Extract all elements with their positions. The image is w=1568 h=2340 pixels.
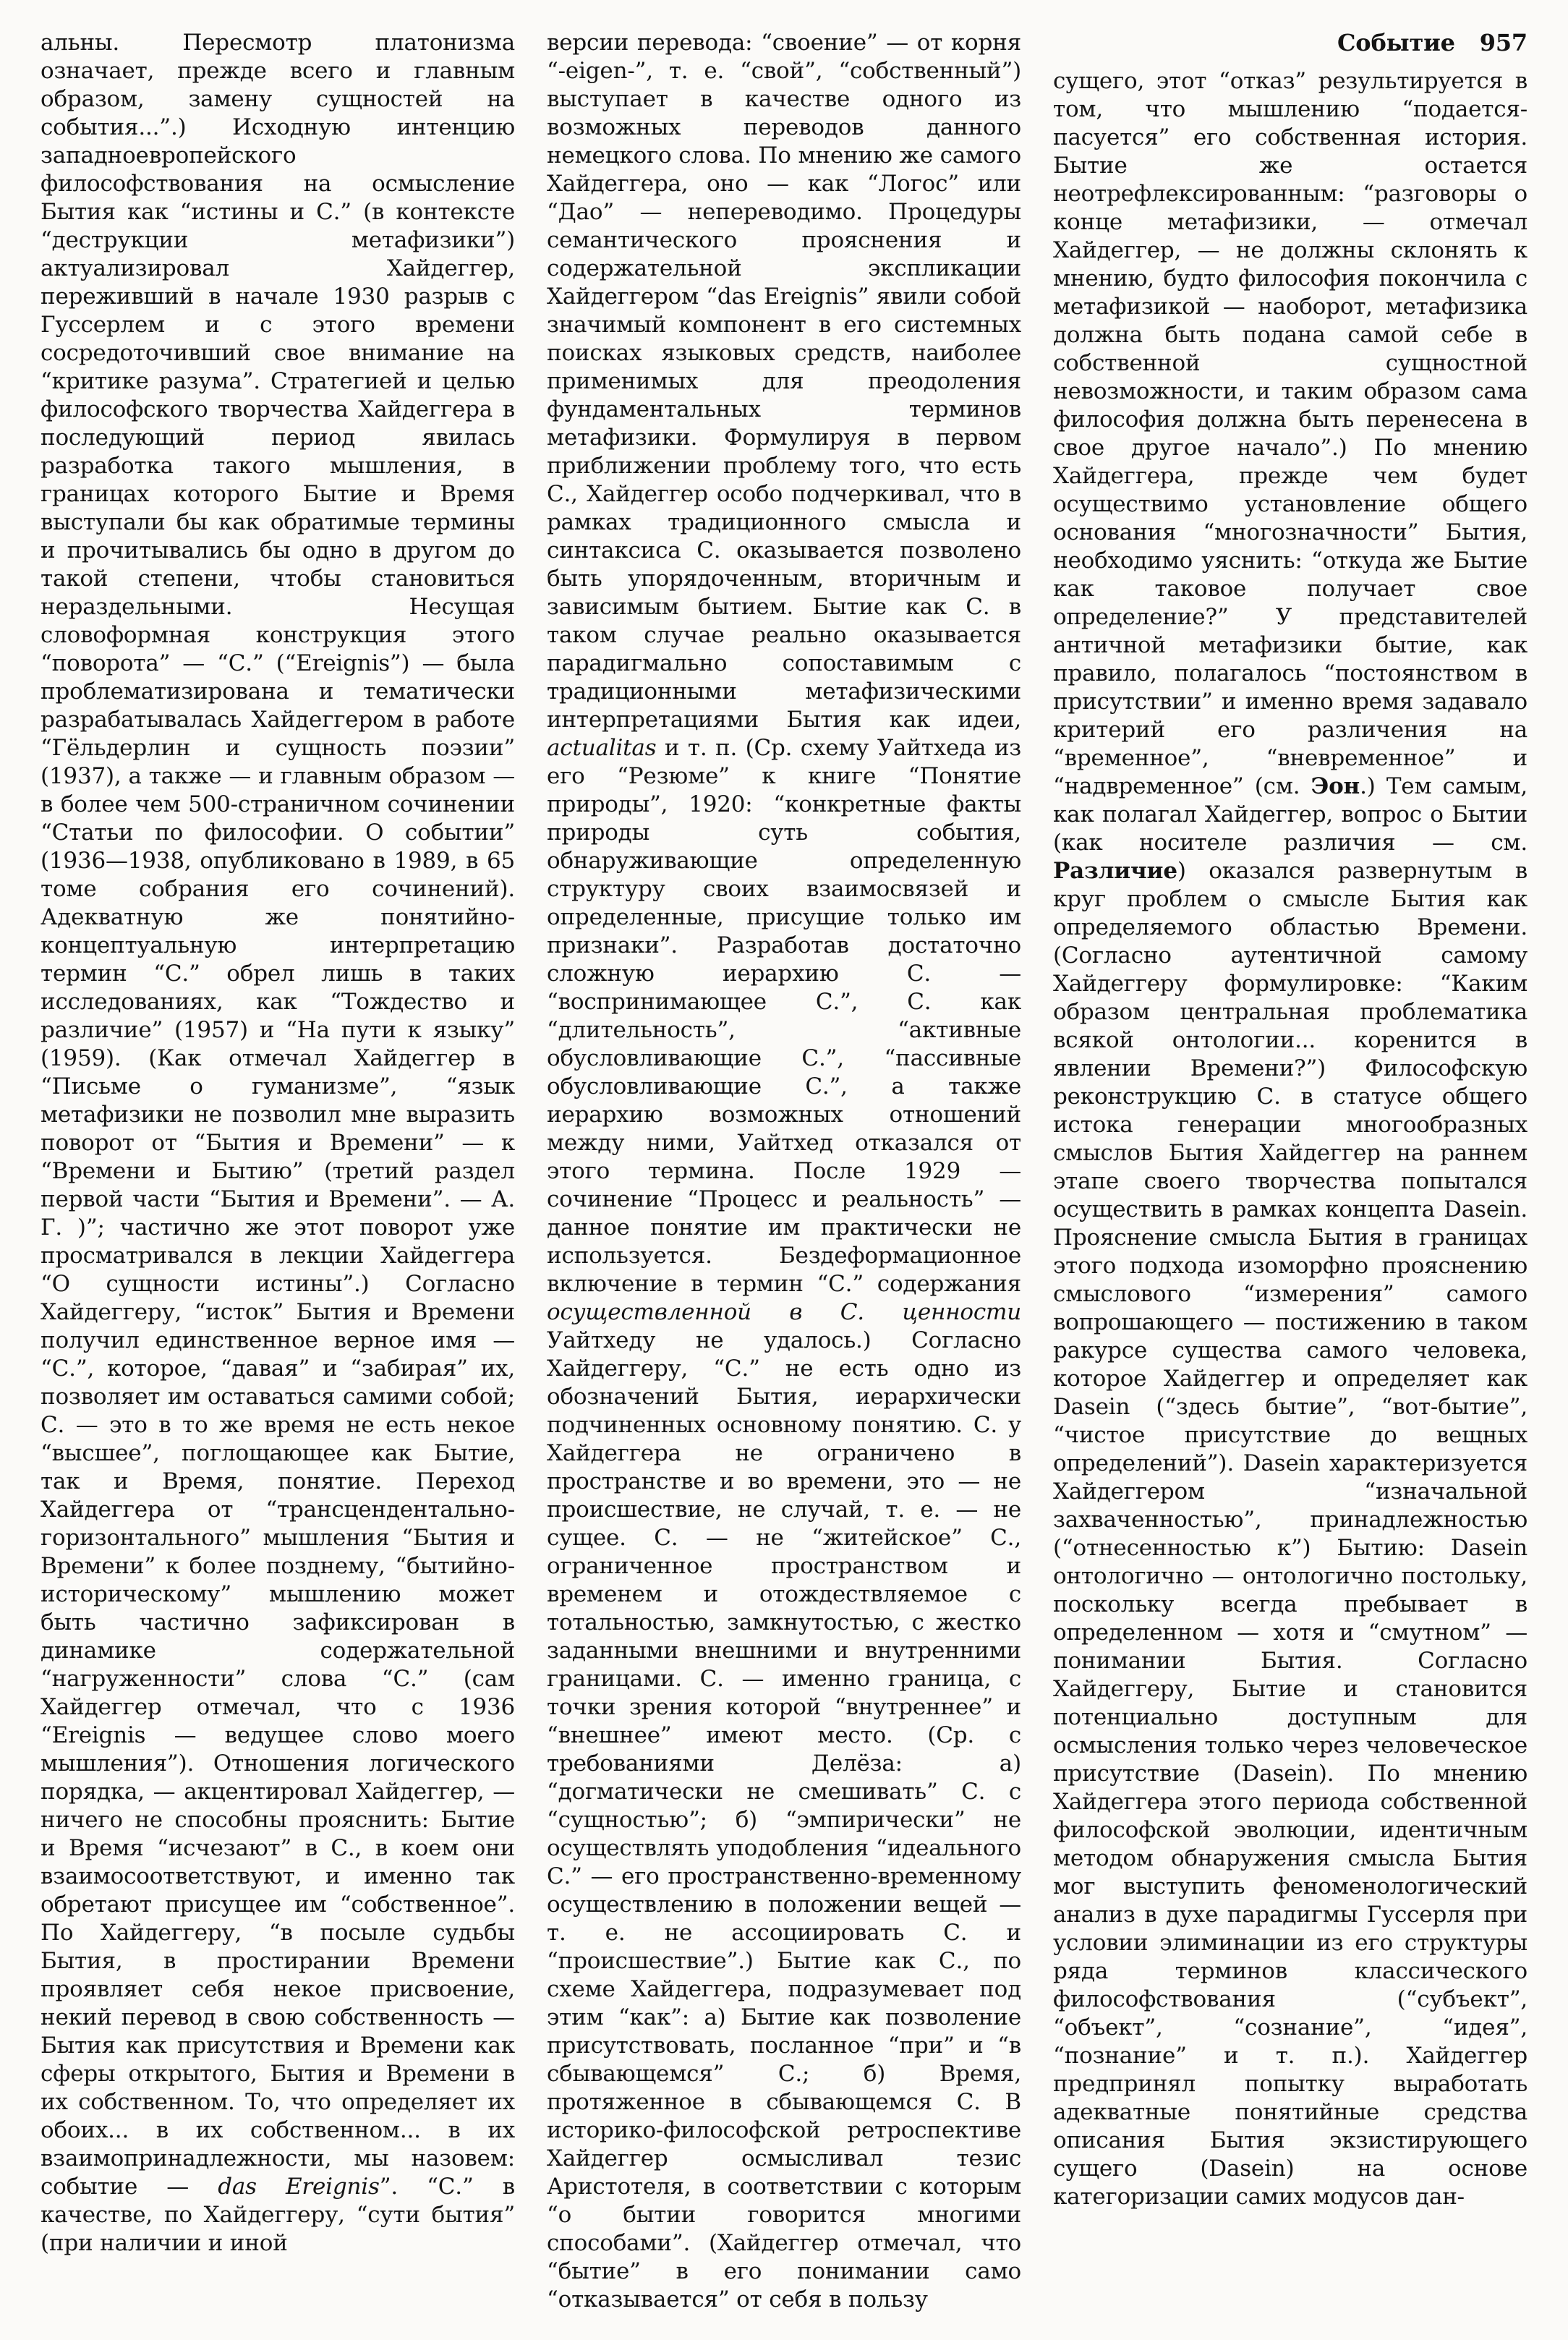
text-run: ) оказался развернутым в круг проблем о смысле Бытия как определяемого областью Времени. (Согласно аутентичной самому Хайдеггеру формулировке: “Каким образом центральная проблематика всякой онтологии... коренится в явлении Времени?”) Философскую реконструкцию С. в статусе общего истока генерации многообразных смыслов Бытия Хайдеггер на раннем этапе своего творчества попытался осуществить в рамках концепта Dasein. Прояснение смысла Бытия в границах этого подхода изоморфно прояснению смыслового “измерения” самого вопрошающего — постижению в таком ракурсе существа самого человека, которое Хайдеггер и определяет как Dasein (“здесь бытие”, “вот-бытие”, “чистое присутствие до вещных определений”). Dasein характеризуется Хайдеггером “изначальной захваченностью”, принадлежностью (“отнесенностью к”) Бытию: Dasein онтологично — онтологично постольку, поскольку всегда пребывает в определенном — хотя и “смутном” — понимании Бытия. Согласно Хайдеггеру, Бытие и становится потенциально доступным для осмысления только через человеческое присутствие (Dasein). По мнению Хайдеггера этого периода собственной философской эволюции, идентичным методом обнаружения смысла Бытия мог выступить феноменологический анализ в духе парадигмы Гуссерля при условии элиминации из его структуры ряда терминов классического философствования (“субъект”, “объект”, “сознание”, “идея”, “познание” и т. п.). Хайдеггер предпринял попытку выработать адекватные понятийные средства описания Бытия экзистирующего сущего (Dasein) на основе категоризации самих модусов дан- xyxy=(1053,858,1527,2210)
text-column-1 xyxy=(41,29,515,2314)
text-run: ”. “С.” в качестве, по Хайдеггеру, “сути бытия” (при наличии и иной xyxy=(41,2174,515,2256)
text-column-3-body xyxy=(1053,67,1527,2211)
text-run: Эон xyxy=(1311,773,1360,799)
text-run: das Ereignis xyxy=(218,2174,380,2200)
running-header xyxy=(1053,29,1527,57)
text-run: осуществленной в С. ценности xyxy=(547,1299,1021,1325)
text-run: actualitas xyxy=(547,735,657,761)
text-run: сущего, этот “отказ” результируется в том, что мышлению “подается-пасуется” его собственная история. Бытие же остается неотрефлексированным: “разговоры о конце метафизики, — отмечал Хайдеггер, — не должны склонять к мнению, будто философия покончила с метафизикой — наоборот, метафизика должна быть подана самой себе в собственной сущностной невозможности, и таким образом сама философия должна быть перенесена в свое другое начало”.) По мнению Хайдеггера, прежде чем будет осуществимо установление общего основания “многозначности” Бытия, необходимо уяснить: “откуда же Бытие как таковое получает свое определение?” У представителей античной метафизики бытие, как правило, полагалось “постоянством в присутствии” и именно время задавало критерий его различения на “временное”, “вневременное” и “надвременное” (см. xyxy=(1053,68,1527,799)
text-column-3 xyxy=(1053,29,1527,2314)
text-run: альны. Пересмотр платонизма означает, прежде всего и главным образом, замену сущностей на события...”.) Исходную интенцию западноевропейского философствования на осмысление Бытия как “истины и С.” (в контексте “деструкции метафизики”) актуализировал Хайдеггер, переживший в начале 1930 разрыв с Гуссерлем и с этого времени сосредоточивший свое внимание на “критике разума”. Стратегией и целью философского творчества Хайдеггера в последующий период явилась разработка такого мышления, в границах которого Бытие и Время выступали бы как обратимые термины и прочитывались бы одно в другом до такой степени, чтобы становиться нераздельными. Несущая словоформная конструкция этого “поворота” — “С.” (“Ereignis”) — была проблематизирована и тематически разрабатывалась Хайдеггером в работе “Гёльдерлин и сущность поэзии” (1937), а также — и главным образом — в более чем 500-страничном сочинении “Статьи по философии. О событии” (1936—1938, опубликовано в 1989, в 65 томе собрания его сочинений). Адекватную же понятийно-концептуальную интерпретацию термин “С.” обрел лишь в таких исследованиях, как “Тождество и различие” (1957) и “На пути к языку” (1959). (Как отмечал Хайдеггер в “Письме о гуманизме”, “язык метафизики не позволил мне выразить поворот от “Бытия и Времени” — к “Времени и Бытию” (третий раздел первой части “Бытия и Времени”. — А. Г. )”; частично же этот поворот уже просматривался в лекции Хайдеггера “О сущности истины”.) Согласно Хайдеггеру, “исток” Бытия и Времени получил единственное верное имя — “С.”, которое, “давая” и “забирая” их, позволяет им оставаться самими собой; С. — это в то же время не есть некое “высшее”, поглощающее как Бытие, так и Время, понятие. Переход Хайдеггера от “трансцендентально-горизонтального” мышления “Бытия и Времени” к более позднему, “бытийно-историческому” мышлению может быть частично зафиксирован в динамике содержательной “нагруженности” слова “С.” (сам Хайдеггер отмечал, что с 1936 “Ereignis — ведущее слово моего мышления”). Отношения логического порядка, — акцентировал Хайдеггер, — ничего не способны прояснить: Бытие и Время “исчезают” в С., в коем они взаимосоответствуют, и именно так обретают присущее им “собственное”. По Хайдеггеру, “в посыле судьбы Бытия, в простирании Времени проявляет себя некое присвоение, некий перевод в свою собственность — Бытия как присутствия и Времени как сферы открытого, Бытия и Времени в их собственном. То, что определяет их обоих... в их собственном... в их взаимопринадлежности, мы назовем: событие — xyxy=(41,30,515,2200)
text-run: .) Тем самым, как полагал Хайдеггер, вопрос о Бытии (как носителе различия — см. xyxy=(1053,773,1527,856)
text-column-2 xyxy=(547,29,1021,2314)
text-run: версии перевода: “своение” — от корня “-eigen-”, т. е. “свой”, “собственный”) выступает в качестве одного из возможных переводов данного немецкого слова. По мнению же самого Хайдеггера, оно — как “Логос” или “Дао” — непереводимо. Процедуры семантического прояснения и содержательной экспликации Хайдеггером “das Ereignis” явили собой значимый компонент в его системных поисках языковых средств, наиболее применимых для преодоления фундаментальных терминов метафизики. Формулируя в первом приближении проблему того, что есть С., Хайдеггер особо подчеркивал, что в рамках традиционного смысла и синтаксиса С. оказывается позволено быть упорядоченным, вторичным и зависимым бытием. Бытие как С. в таком случае реально оказывается парадигмально сопоставимым с традиционными метафизическими интерпретациями Бытия как идеи, xyxy=(547,30,1021,733)
running-header-title: Событие xyxy=(1337,29,1455,56)
text-run: Различие xyxy=(1053,858,1177,884)
page-number: 957 xyxy=(1479,29,1527,56)
text-run: и т. п. (Ср. схему Уайтхеда из его “Резюме” к книге “Понятие природы”, 1920: “конкретные факты природы суть события, обнаруживающие определенную структуру своих взаимосвязей и определенные, присущие только им признаки”. Разработав достаточно сложную иерархию С. — “воспринимающее С.”, С. как “длительность”, “активные обусловливающие С.”, “пассивные обусловливающие С.”, а также иерархию возможных отношений между ними, Уайтхед отказался от этого термина. После 1929 — сочинение “Процесс и реальность” — данное понятие им практически не используется. Бездеформационное включение в термин “С.” содержания xyxy=(547,735,1021,1297)
text-run: Уайтхеду не удалось.) Согласно Хайдеггеру, “С.” не есть одно из обозначений Бытия, иерархически подчиненных основному понятию. С. у Хайдеггера не ограничено в пространстве и во времени, это — не происшествие, не случай, т. е. — не сущее. С. — не “житейское” С., ограниченное пространством и временем и отождествляемое с тотальностью, замкнутостью, с жестко заданными внешними и внутренними границами. С. — именно граница, с точки зрения которой “внутреннее” и “внешнее” имеют место. (Ср. с требованиями Делёза: а) “догматически не смешивать” С. с “сущностью”; б) “эмпирически” не осуществлять уподобления “идеального С.” — его пространственно-временному осуществлению в положении вещей — т. е. не ассоциировать С. и “происшествие”.) Бытие как С., по схеме Хайдеггера, подразумевает под этим “как”: а) Бытие как позволение присутствовать, посланное “при” и “в сбывающемся” С.; б) Время, протяженное в сбывающемся С. В историко-философской ретроспективе Хайдеггер осмысливал тезис Аристотеля, в соответствии с которым “о бытии говорится многими способами”. (Хайдеггер отмечал, что “бытие” в его понимании само “отказывается” от себя в пользу xyxy=(547,1327,1021,2313)
